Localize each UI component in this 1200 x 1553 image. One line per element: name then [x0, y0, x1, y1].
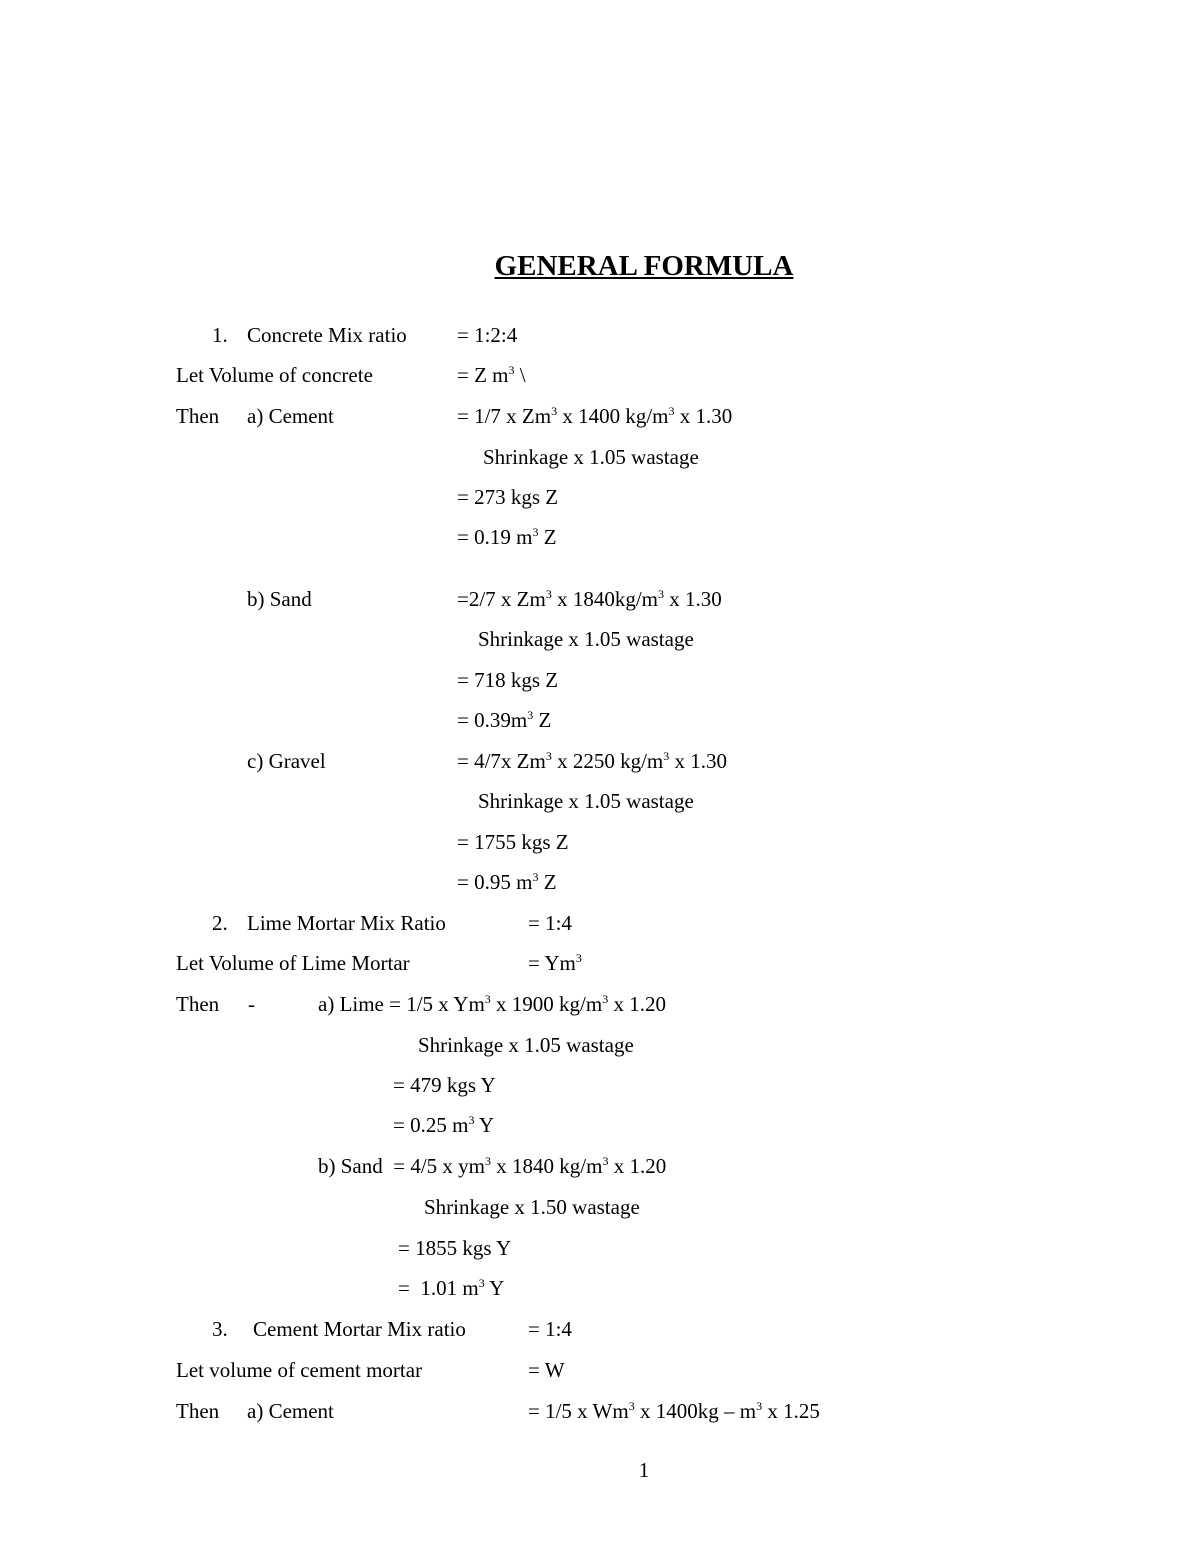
result-line: = 479 kgs Y [393, 1073, 496, 1097]
formula-line: = 4/7x Zm$^3$ x 2250 $kg/m^3$ x 1.30 [457, 749, 728, 773]
volume-value: = W [528, 1358, 565, 1382]
result-line: = 718 kgs Z [457, 668, 559, 692]
formula-line: Shrinkage x 1.05 wastage [478, 627, 694, 651]
page-title: GENERAL FORMULA [494, 250, 794, 282]
section-heading: Cement Mortar Mix ratio [253, 1317, 466, 1341]
result-line: = 0.95 $m^3$ Z [457, 870, 557, 894]
mix-ratio-value: = 1:4 [528, 911, 572, 935]
formula-line: Shrinkage x 1.05 wastage [478, 789, 694, 813]
formula-line: = 1/5 x Wm$^3$ x $1400kg - m^3$ x 1.25 [528, 1399, 820, 1423]
item-label-gravel: c) Gravel [247, 749, 326, 773]
result-line: = 0.19 $m^3$ Z [457, 525, 557, 549]
volume-label: Let Volume of concrete [176, 363, 373, 387]
item-label-cement: a) Cement [247, 404, 334, 428]
result-line: = 273 kgs Z [457, 485, 559, 509]
formula-line: =2/7 x Zm$^3$ x $1840kg/m^3$ x 1.30 [457, 587, 722, 611]
mix-ratio-value: = 1:2:4 [457, 323, 518, 347]
result-line: = 0.25 $m^3$ Y [393, 1113, 495, 1137]
page-number: 1 [638, 1458, 650, 1482]
formula-line: Shrinkage x 1.05 wastage [483, 445, 699, 469]
mix-ratio-value: = 1:4 [528, 1317, 572, 1341]
then-label: Then [176, 992, 220, 1016]
result-line: = 1855 kgs Y [398, 1236, 512, 1260]
item-label-sand: b) Sand [247, 587, 312, 611]
formula-line: Shrinkage x 1.50 wastage [424, 1195, 640, 1219]
result-line: = $0.39m^3$ Z [457, 708, 552, 732]
formula-line: a) Lime = 1/5 x Ym$^3$ x 1900 $kg/m^3$ x 1.20 [318, 992, 666, 1016]
volume-value: = Z $m^3$ \ [457, 363, 526, 387]
volume-label: Let volume of cement mortar [176, 1358, 423, 1382]
then-label: Then [176, 1399, 220, 1423]
volume-value: = $Ym^3$ [528, 951, 582, 975]
formula-line: = 1/7 x Zm$^3$ x 1400 $kg/m^3$ x 1.30 [457, 404, 733, 428]
section-number: 2. [212, 911, 228, 935]
dash: - [248, 992, 255, 1016]
volume-label: Let Volume of Lime Mortar [176, 951, 410, 975]
result-line: = 1.01 $m^3$ Y [398, 1276, 505, 1300]
section-heading: Concrete Mix ratio [247, 323, 407, 347]
section-heading: Lime Mortar Mix Ratio [247, 911, 446, 935]
formula-line: Shrinkage x 1.05 wastage [418, 1033, 634, 1057]
result-line: = 1755 kgs Z [457, 830, 569, 854]
section-number: 3. [212, 1317, 228, 1341]
then-label: Then [176, 404, 220, 428]
section-number: 1. [212, 323, 228, 347]
formula-line: b) Sand = 4/5 x $ym^3$ x 1840 $kg/m^3$ x 1.20 [318, 1154, 667, 1178]
item-label-cement: a) Cement [247, 1399, 334, 1423]
